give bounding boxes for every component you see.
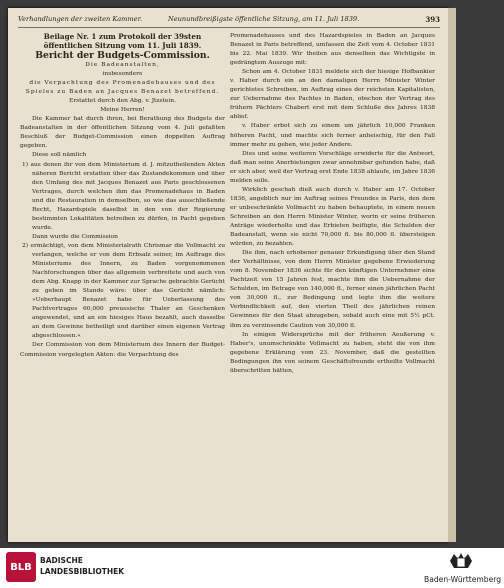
left-column-paragraph: 2) ermächtigt, von dem Ministerialrath Chrismar die Vollmacht zu verlangen, welche er von dem Erbsalz seiner, im Auftrage des Ministeriums des Innern, zu Baden vorgenommenen Nachforschungen über das allgemein verbreitete und auch von dem Abg. Knapp in der Kammer zur Sprache gebrachte Gerücht zu geben im Stande wäre: über das Gerücht nämlich: »Ueberhaupt Benazet habe für Ueberlassung des Pachtvertrages 60,000 preussische Thaler an Geschenken angewendet, und an ein hiesiges Haus bezahlt, auch dasselbe an dem Gewinne betheiligt und darüber einen eigenen Vertrag abgeschlossen.«	[22, 242, 225, 340]
left-column-paragraph: Beilage Nr. 1 zum Protokoll der 39sten öffentlichen Sitzung vom 11. Juli 1839.	[43, 32, 202, 50]
right-column-paragraph: Promenadehauses und des Hazardspieles in Baden an Jacques Benazet in Paris betreffend, umfassen die Zeit vom 4. October 1831 bis 22. Mai 1839. Wir theilen aus denselben das Wichtigste in gedrängtem Auszuge mit:	[230, 33, 435, 67]
left-column-paragraph: Dann wurde die Commission	[32, 233, 118, 240]
right-column-paragraph: Wirklich geschah dieß auch durch v. Haber am 17. October 1836, angeblich nur im Auftrag seines Freundes in Paris, den dem er unbeschränkte Vollmacht zu haben behauptete, in einem neuen Schreiben an den Herrn Minister Winter, worin er seine früheren Anträge wiederholte und das Erbieten beifügte, die Schulden der Badeanstalt, wenn sie nicht 70,000 fl. bis 80,000 fl. übersteigen würden, zu bezahlen.	[230, 186, 435, 248]
right-column-paragraph: Schon am 4. October 1831 meldete sich der hiesige Hofbankier v. Haber durch ein an den damaligen Herrn Minister Winter gerichtetes Schreiben, im Auftrag eines der reichsten Kapitalisten, zur Uebernahme des Pachtes in Baden, obschon der Vertrag des frühern Pächters Chabert erst mit dem Schluße des Jahres 1838 ablief.	[230, 69, 435, 121]
left-column-paragraph: Die Kammer hat durch ihren, bei Berathung des Budgets der Badeanstalten in der öffentlichen Sitzung vom 4. Juli gefaßten Beschluß der Budget-Commission einen doppelten Auftrag gegeben.	[20, 116, 225, 150]
document-page	[8, 8, 448, 542]
right-column-paragraph: Die ihm, nach erhobener genauer Erkundigung über den Stand der Verhältnisse, von dem Herrn Minister gegebene Erwiederung vom 8. November 1836 sichte für den künftigen Unternehmer eine Pachtzeit von 15 Jahren fest, machte ihm die Uebernahme der Schulden, im Betrage von 140,000 fl., ferner einen jährlichen Pacht von 30,000 fl., zur Bedingung und legte ihm die weitere Verbindlichkeit auf, den vierten Theil des jährlichen reinen Gewinnes für den Staat abzugeben, sobald auch eine mit 5½ pCt. ihm zu verzinsende Caution von 30,000 fl.	[230, 250, 435, 329]
library-footer	[0, 548, 504, 588]
right-column-paragraph: v. Haber erbot sich zu einem um jährlich 10,000 Franken höheren Pacht, und machte sich ferner anheischig, für den Fall immer mehr zu geben, wie jeder Andere.	[230, 123, 435, 148]
left-column-paragraph: Diese soll nämlich	[32, 152, 87, 159]
coat-of-arms-icon	[448, 551, 474, 571]
left-column-paragraph: 1) aus denen ihr von dem Ministerium d. J. mitzutheilenden Akten näheren Bericht erstatten über das Zustandekommen und über den Umfang des mit Jacques Benazet aus Paris geschlossenen Vertrages, durch welchen ihm das Promenadehaus in Baden und die Restauration in demselben, so wie das ausschließende Recht, Hazardspiele daselbst in den von der Regierung bestimmten Lokalitäten betreiben zu dürfen, in Pacht gegeben wurde.	[22, 161, 225, 231]
left-column-paragraph: Bericht der Budgets-Commission.	[35, 50, 210, 61]
right-column-paragraph: In einigen Widersprüche mit der früheren Aeußerung v. Haber's, unumschränkte Vollmacht zu haben, steht die von ihm gegebene Erklärung vom 23. November, daß die gestellten Bedingungen ihn von seinem Geschäftsfreunde ertheilte Vollmacht überschritten hätten,	[230, 331, 435, 374]
running-header	[18, 15, 440, 28]
header-center: Neunundbreißigste öffentliche Sitzung, am 11. Juli 1839.	[168, 15, 360, 23]
left-column-paragraph: Erstattet durch den Abg. v. Jtzstein.	[69, 98, 176, 105]
left-column-paragraph: Meine Herren!	[100, 107, 145, 114]
left-column-paragraph: die Verpachtung des Promenadehauses und des Spieles zu Baden an Jacques Benazet betreffend.	[25, 80, 220, 96]
page-number: 393	[425, 15, 440, 24]
right-column-paragraph: Dies und seine weiteren Vorschläge erwiderte für die Antwort, daß man seine Anerbietungen zwar annehmbar gefunden habe, daß er sich aber, weil der Vertrag erst Ende 1838 ablaufe, im Jahre 1836 melden solle.	[230, 150, 435, 184]
library-name-line1: BADISCHE	[40, 556, 83, 565]
blb-logo-icon	[6, 552, 36, 582]
page-edge	[448, 8, 456, 542]
header-left: Verhandlungen der zweiten Kammer.	[18, 15, 143, 23]
right-column	[230, 32, 435, 376]
region-label: Baden-Württemberg	[424, 575, 502, 584]
library-name-line2: LANDESBIBLIOTHEK	[40, 567, 125, 576]
blb-badge-text: BLB	[10, 561, 32, 573]
library-name	[40, 555, 124, 577]
left-column-paragraph: insbesondere	[102, 71, 143, 78]
left-column	[20, 32, 225, 360]
left-column-paragraph: Die Badeanstalten,	[85, 62, 160, 68]
left-column-paragraph: Der Commission von dem Ministerium des Innern der Budget-Commission vorgelegten Akten: die Verpachtung des	[20, 342, 225, 358]
